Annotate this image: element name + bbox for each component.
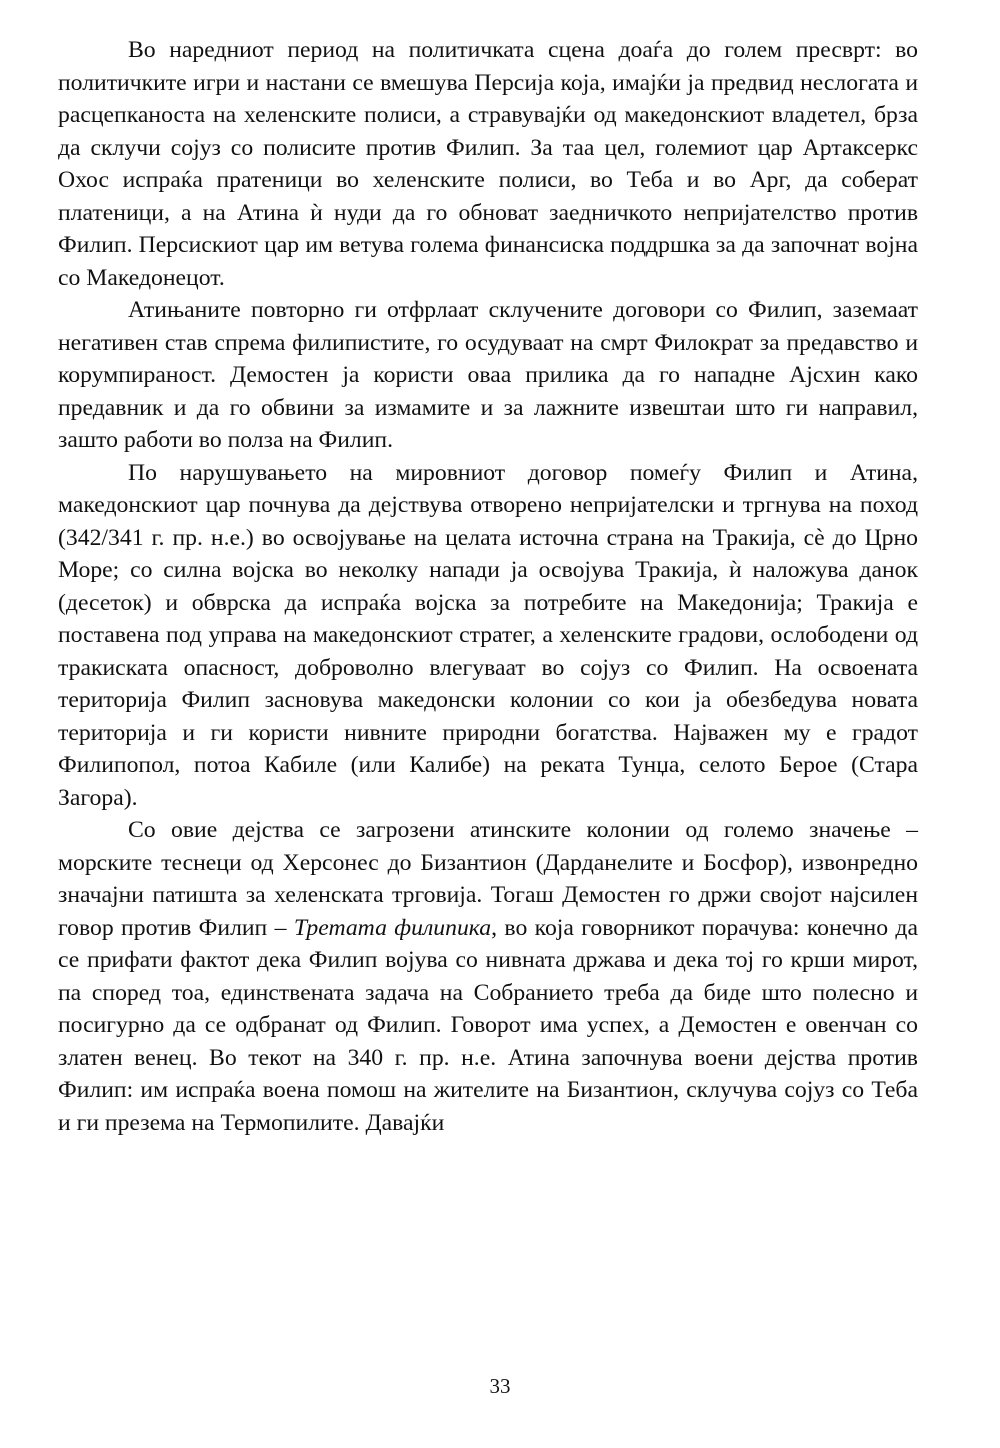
paragraph-athenians: Атињаните повторно ги отфрлаат склучените договори со Филип, заземаат негативен став спрема филипистите, го осудуваат на смрт Филократ за предавство и корумпираност. Демостен ја користи оваа прилика да го нападне Ајсхин како предавник и да го обвини за измамите и за лажните извештаи што ги направил, зашто работи во полза на Филип. [58, 297, 918, 453]
paragraph-text-after: , во која говорникот порачува: конечно да се прифати фактот дека Филип војува со нивната држава и дека тој го крши мирот, па според тоа, единствената задача на Собранието треба да биде што полесно и посигурно да се одбранат од Филип. Говорот има успех, а Демостен е овенчан со златен венец. Во текот на 340 г. пр. н.е. Атина започнува воени дејства против Филип: им испраќа воена помош на жителите на Бизантион, склучува сојуз со Теба и ги презема на Термопилите. Давајќи [58, 914, 918, 1136]
paragraph-third-philippic [58, 814, 918, 1139]
page-number: 33 [489, 1374, 511, 1398]
page-body [58, 34, 918, 1139]
paragraph-thrace-campaign: По нарушувањето на мировниот договор помеѓу Филип и Атина, македонскиот цар почнува да дејствува отворено непријателски и тргнува на поход (342/341 г. пр. н.е.) во освојување на целата источна страна на Тракија, сè до Црно Море; со силна војска во неколку напади ја освојува Тракија, ѝ наложува данок (десеток) и обврска да испраќа војска за потребите на Македонија; Тракија е поставена под управа на македонскиот стратег, а хеленските градови, ослободени од тракиската опасност, доброволно влегуваат во сојуз со Филип. На освоената територија Филип засновува македонски колонии со кои ја обезбедува новата територија и ги користи нивните природни богатства. Најважен му е градот Филипопол, потоа Кабиле (или Калибе) на реката Тунџа, селото Берое (Стара Загора). [58, 459, 918, 811]
paragraph-text-before: Со овие дејства се загрозени атинските колонии од големо значење – морските теснеци од Херсонес до Бизантион (Дарданелите и Босфор), извонредно значајни патишта за хеленската трговија. Тогаш Демостен го држи својот најсилен говор против Филип – [58, 817, 918, 941]
paragraph-persia: Во наредниот период на политичката сцена доаѓа до голем пресврт: во политичките игри и настани се вмешува Персија која, имајќи ја предвид неслогата и расцепканоста на хеленските полиси, а стравувајќи од македонскиот владетел, брза да склучи сојуз со полисите против Филип. За таа цел, големиот цар Артаксеркс Охос испраќа пратеници во хеленските полиси, во Теба и во Арг, да соберат платеници, а на Атина ѝ нуди да го обноват заедничкото непријателство против Филип. Персискиот цар им ветува голема финансиска поддршка за да започнат војна со Македонецот. [58, 37, 918, 291]
italic-title-third-philippic: Третата филипика [293, 914, 492, 941]
